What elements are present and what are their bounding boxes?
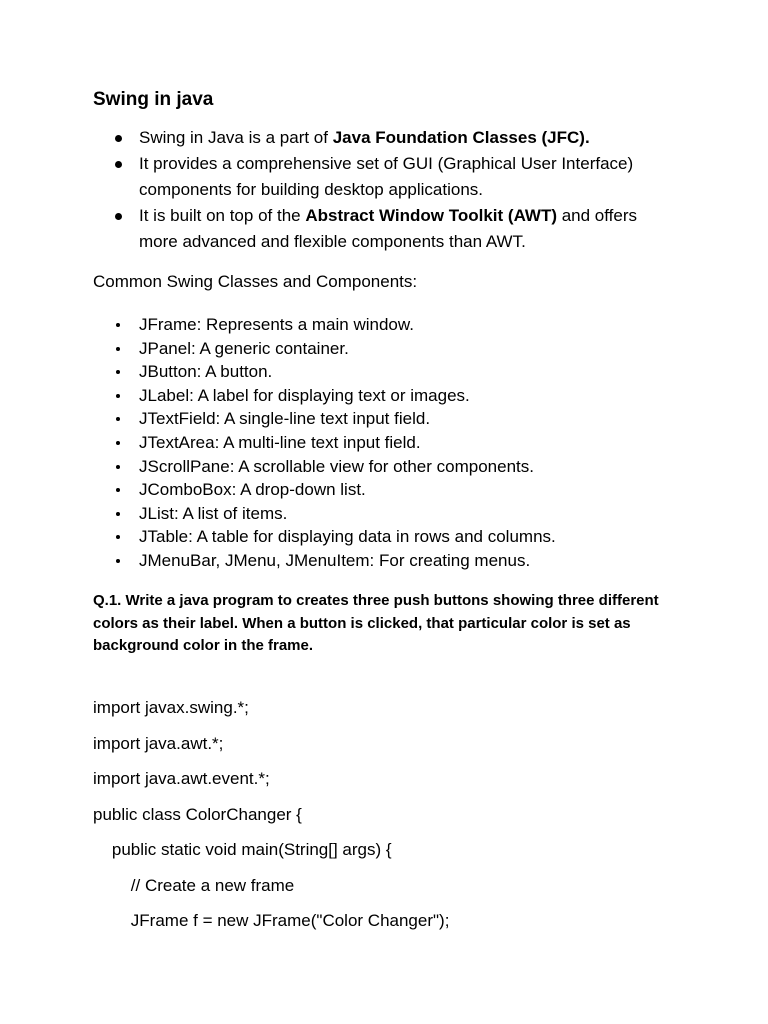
code-line: public static void main(String[] args) { xyxy=(93,840,392,859)
intro-item xyxy=(93,151,673,203)
intro-item-bold: Java Foundation Classes (JFC). xyxy=(332,128,590,147)
page-title: Swing in java xyxy=(93,89,214,110)
list-item-text: JList: A list of items. xyxy=(139,503,288,523)
bullet-icon xyxy=(116,465,120,469)
list-item-text: JButton: A button. xyxy=(139,362,273,382)
intro-item-text: Swing in Java is a part of xyxy=(139,128,333,147)
list-item-text: JTextField: A single-line text input field. xyxy=(139,409,431,429)
bullet-icon xyxy=(116,535,120,539)
bullet-icon xyxy=(116,441,120,445)
bullet-icon xyxy=(116,347,120,351)
code-block xyxy=(93,696,449,945)
code-line: public class ColorChanger { xyxy=(93,804,302,824)
list-item xyxy=(93,525,556,549)
list-item-text: JTextArea: A multi-line text input field. xyxy=(139,432,421,452)
list-item xyxy=(93,384,556,408)
code-line: import java.awt.event.*; xyxy=(93,769,270,788)
list-item xyxy=(93,549,556,573)
list-item xyxy=(93,455,556,479)
intro-item xyxy=(93,125,673,151)
intro-item-bold: Abstract Window Toolkit (AWT) xyxy=(305,206,557,225)
list-item xyxy=(93,407,556,431)
bullet-icon xyxy=(115,213,122,220)
components-heading: Common Swing Classes and Components: xyxy=(93,272,418,291)
list-item xyxy=(93,478,556,502)
list-item-text: JPanel: A generic container. xyxy=(139,338,349,358)
list-item xyxy=(93,431,556,455)
bullet-icon xyxy=(116,323,120,327)
bullet-icon xyxy=(115,161,122,168)
intro-item-text: It is built on top of the xyxy=(139,206,306,225)
intro-item xyxy=(93,203,673,255)
list-item-text: JMenuBar, JMenu, JMenuItem: For creating menus. xyxy=(139,550,531,570)
list-item xyxy=(93,313,556,337)
list-item xyxy=(93,337,556,361)
code-line: import javax.swing.*; xyxy=(93,698,249,717)
list-item-text: JFrame: Represents a main window. xyxy=(139,315,414,334)
list-item xyxy=(93,502,556,526)
code-line: // Create a new frame xyxy=(93,875,295,895)
bullet-icon xyxy=(116,559,120,563)
code-line: import java.awt.*; xyxy=(93,733,224,753)
bullet-icon xyxy=(115,135,122,142)
intro-item-text: It provides a comprehensive set of GUI (Graphical User Interface) components for building desktop applications. xyxy=(139,154,634,199)
bullet-icon xyxy=(116,512,120,516)
list-item-text: JLabel: A label for displaying text or images. xyxy=(139,385,470,405)
code-line: JFrame f = new JFrame("Color Changer"); xyxy=(93,911,450,930)
bullet-icon xyxy=(116,417,120,421)
list-item-text: JScrollPane: A scrollable view for other components. xyxy=(139,456,534,476)
bullet-icon xyxy=(116,394,120,398)
bullet-icon xyxy=(116,488,120,492)
bullet-icon xyxy=(116,370,120,374)
question-text: Q.1. Write a java program to creates three push buttons showing three different colors as their label. When a button is clicked, that particular color is set as background color in the frame. xyxy=(93,592,659,654)
list-item-text: JComboBox: A drop-down list. xyxy=(139,480,366,500)
components-list xyxy=(93,313,556,573)
intro-bullet-list xyxy=(93,125,673,255)
list-item-text: JTable: A table for displaying data in rows and columns. xyxy=(139,527,556,547)
intro-item-text: and offers more advanced and flexible components than AWT. xyxy=(139,206,638,251)
list-item xyxy=(93,360,556,384)
